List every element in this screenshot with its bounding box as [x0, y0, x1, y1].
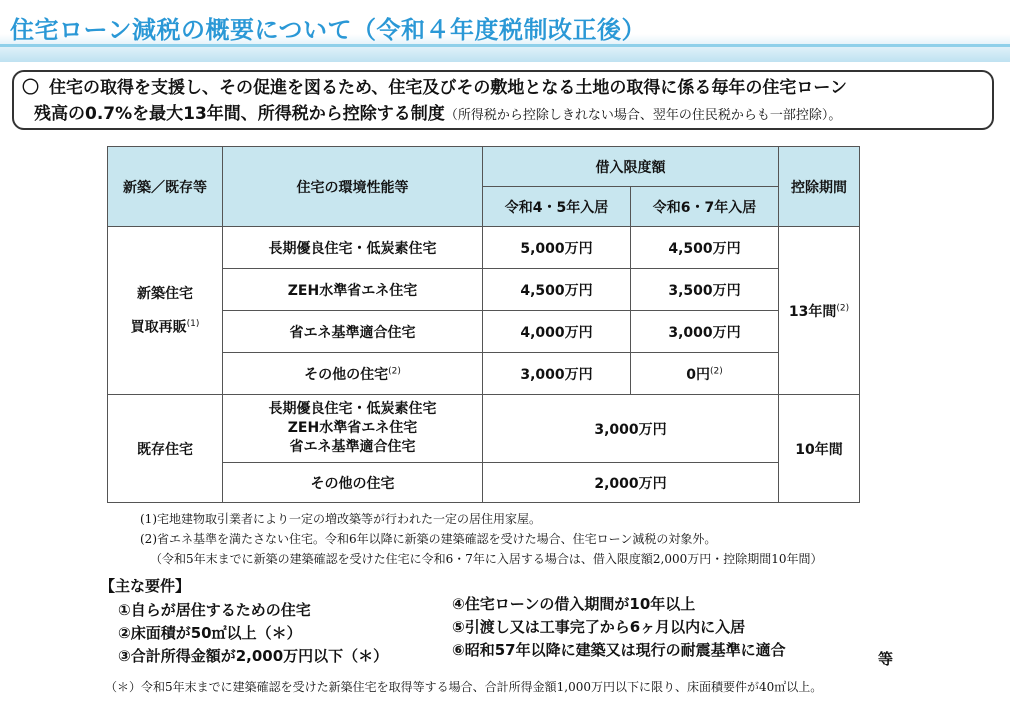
title-bar	[0, 0, 1010, 62]
requirements-heading: 【主な要件】	[100, 577, 191, 595]
limit-r45-zeh: 4,500万円	[483, 269, 631, 311]
new-period-cell: 13年間$^{(2)}$	[779, 227, 860, 395]
page-title: 住宅ローン減税の概要について（令和４年度税制改正後）	[10, 16, 647, 44]
header-period: 控除期間	[779, 147, 860, 227]
table-row	[108, 395, 860, 463]
header-row-1	[108, 147, 860, 187]
loan-limit-table	[107, 146, 860, 503]
requirement-item: ⑥昭和57年以降に建築又は現行の耐震基準に適合	[452, 641, 786, 659]
new-category-cell	[108, 227, 223, 395]
bullet-mark: 〇	[22, 78, 39, 98]
header-limit-r67: 令和6・7年入居	[631, 187, 779, 227]
note-mark: (2)	[836, 302, 850, 313]
requirement-item: ①自らが居住するための住宅	[118, 601, 311, 619]
existing-period-cell: 10年間	[779, 395, 860, 503]
existing-types-cell	[223, 395, 483, 463]
existing-type: 長期優良住宅・低炭素住宅	[268, 401, 437, 417]
summary-note: （所得税から控除しきれない場合、翌年の住民税からも一部控除）。	[444, 108, 842, 123]
existing-type: ZEH水準省エネ住宅	[287, 420, 418, 436]
requirement-item: ②床面積が50㎡以上（＊）	[118, 624, 302, 642]
limit-r45-energy-standard: 4,000万円	[483, 311, 631, 353]
summary-line-1	[22, 76, 847, 100]
footnote: （＊）令和5年末までに建築確認を受けた新築住宅を取得等する場合、合計所得金額1,000万円以下に限り、床面積要件が40㎡以上。	[105, 680, 823, 694]
new-label-1: 新築住宅	[137, 285, 193, 302]
perf-other: その他の住宅$^{(2)}$	[223, 353, 483, 395]
note-3: （令和5年末までに新築の建築確認を受けた住宅に令和6・7年に入居する場合は、借入限度額2,000万円・控除期間10年間）	[150, 552, 823, 566]
note-mark: (1)	[186, 318, 200, 329]
existing-type-other: その他の住宅	[223, 463, 483, 503]
header-limit-r45: 令和4・5年入居	[483, 187, 631, 227]
note-2: (2)省エネ基準を満たさない住宅。令和6年以降に新築の建築確認を受けた場合、住宅ローン減税の対象外。	[140, 532, 717, 546]
new-label-2: 買取再販$^{(1)}$	[130, 318, 200, 336]
limit-r67-other: 0円$^{(2)}$	[631, 353, 779, 395]
requirement-item: ⑤引渡し又は工事完了から6ヶ月以内に入居	[452, 618, 746, 636]
note-mark: (2)	[388, 365, 401, 376]
table-row	[108, 227, 860, 269]
limit-r67-energy-standard: 3,000万円	[631, 311, 779, 353]
header-performance: 住宅の環境性能等	[223, 147, 483, 227]
summary-text-1: 住宅の取得を支援し、その促進を図るため、住宅及びその敷地となる土地の取得に係る毎年の住宅ローン	[49, 78, 847, 98]
perf-long-term: 長期優良住宅・低炭素住宅	[223, 227, 483, 269]
summary-box	[12, 70, 994, 130]
note-1: (1)宅地建物取引業者により一定の増改築等が行われた一定の居住用家屋。	[140, 512, 542, 526]
note-mark: (2)	[710, 365, 723, 376]
limit-r45-other: 3,000万円	[483, 353, 631, 395]
requirement-item: ④住宅ローンの借入期間が10年以上	[452, 595, 696, 613]
perf-zeh: ZEH水準省エネ住宅	[223, 269, 483, 311]
header-limit: 借入限度額	[483, 147, 779, 187]
existing-limit-1: 3,000万円	[483, 395, 779, 463]
existing-category-cell: 既存住宅	[108, 395, 223, 503]
existing-type: 省エネ基準適合住宅	[289, 439, 416, 455]
limit-r45-long-term: 5,000万円	[483, 227, 631, 269]
requirement-item: ③合計所得金額が2,000万円以下（＊）	[118, 647, 389, 665]
requirements-etc: 等	[878, 650, 894, 668]
existing-limit-2: 2,000万円	[483, 463, 779, 503]
perf-energy-standard: 省エネ基準適合住宅	[223, 311, 483, 353]
summary-text-2: 残高の0.7%を最大13年間、所得税から控除する制度	[34, 104, 445, 124]
summary-line-2	[34, 102, 841, 128]
limit-r67-long-term: 4,500万円	[631, 227, 779, 269]
header-category: 新築／既存等	[108, 147, 223, 227]
limit-r67-zeh: 3,500万円	[631, 269, 779, 311]
